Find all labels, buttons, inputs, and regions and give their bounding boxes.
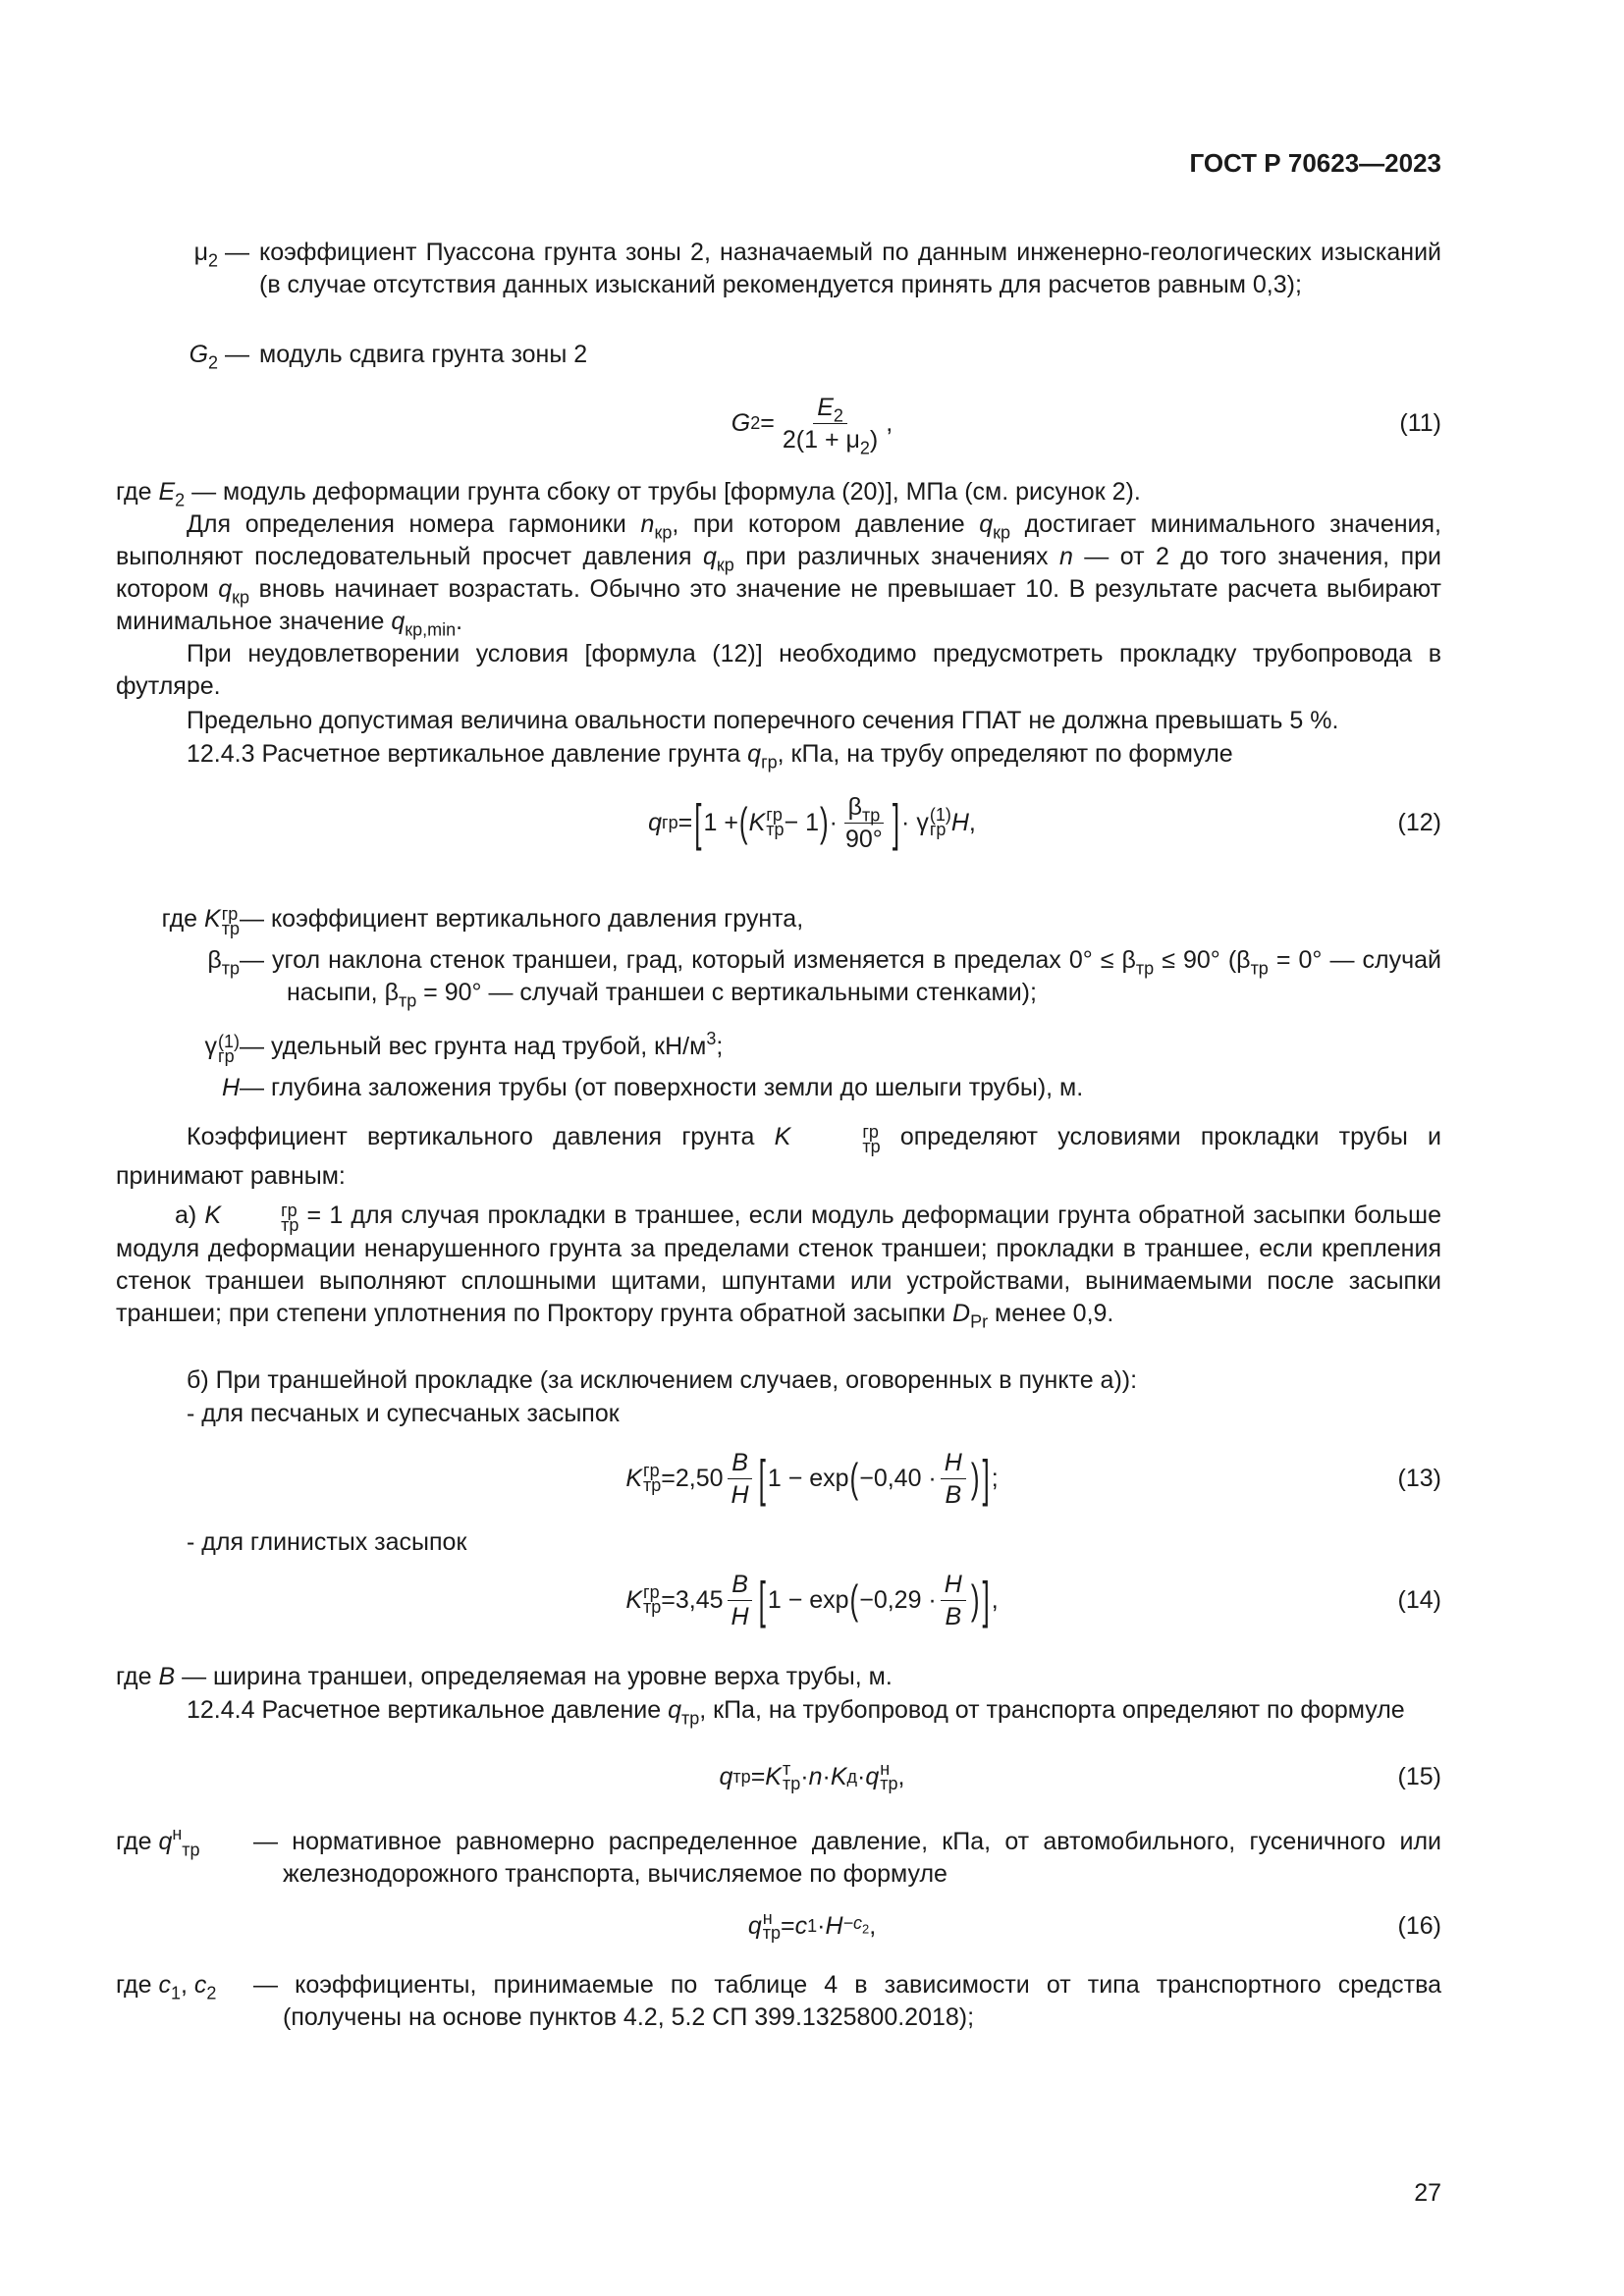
paren: ) <box>970 1454 980 1502</box>
equation-number: (14) <box>1397 1585 1441 1614</box>
formula: q гр = [ 1 + ( K гр тр − 1 ) · $\frac{\beta_{тр}}{90^\circ}$ ] · γ (1) гр H , <box>0 785 1624 860</box>
def-gamma: γ (1) гр — удельный вес грунта над трубой, $кН/м^3$; <box>204 1029 724 1067</box>
paragraph-k-coef: Коэффициент вертикального давления грунта K гр тр определяют условиями прокладки трубы и принимают равным: <box>116 1121 1441 1190</box>
paren: ( <box>738 798 748 846</box>
equation-11 <box>0 388 1624 458</box>
doc-header: ГОСТ Р 70623—2023 <box>1189 148 1441 178</box>
fraction: $\frac{H}{B}$ <box>941 1571 966 1630</box>
page-number: 27 <box>1414 2179 1441 2207</box>
fraction: $\frac{E_2}{2(1 + \mu_2)}$ <box>782 393 879 457</box>
equation-number: (11) <box>1399 408 1441 437</box>
paren: ) <box>820 798 829 846</box>
def-desc: коэффициент Пуассона грунта зоны 2, назначаемый по данным инженерно-геологических изысканий (в случае отсутствия данных изысканий рекомендуется принять для расчетов равным 0,3); <box>259 239 1441 298</box>
paren: ( <box>849 1575 859 1624</box>
fraction: $\frac{B}{H}$ <box>728 1449 753 1509</box>
paragraph-12-4-4: 12.4.4 Расчетное вертикальное давление $q_{тр}$, кПа, на трубопровод от транспорта определяют по формуле <box>187 1696 1405 1729</box>
equation-number: (13) <box>1397 1464 1441 1492</box>
formula: G 2 = $\frac{E_2}{2(1 + \mu_2)}$ , <box>731 393 893 457</box>
item-b: б) При траншейной прокладке (за исключением случаев, оговоренных в пункте а)): <box>187 1366 1138 1394</box>
item-a: а) K гр тр = 1 для случая прокладки в траншее, если модуль деформации грунта обратной засыпки больше модуля деформации ненарушенного грунта за пределами стенок траншеи; прокладки в траншее, если крепления стенок траншеи выполняют сплошными щитами, шпунтами или устройствами, вынимаемыми после засыпки траншеи; при степени уплотнения по Проктору грунта обратной засыпки $D_{Pr}$ менее 0,9. <box>116 1200 1441 1332</box>
equation-15 <box>0 1757 1624 1796</box>
bracket: [ <box>758 1448 766 1507</box>
def-c1-c2: где $c_1$, $c_2$ — коэффициенты, принимаемые по таблице 4 в зависимости от типа транспортного средства (получены на основе пунктов 4.2, 5.2 СП 399.1325800.2018); <box>116 1971 1442 2031</box>
paren: ( <box>849 1454 859 1502</box>
where-e2: где $E_2$ — модуль деформации грунта сбоку от трубы [формула (20)], МПа (см. рисунок 2). <box>116 478 1141 510</box>
def-q-norm: где $q^н_{тр}$ — нормативное равномерно распределенное давление, кПа, от автомобильного, гусеничного или железнодорожного транспорта, вычисляемое по формуле <box>116 1824 1441 1888</box>
formula: q тр = K т тр · n · K д · q н тр , <box>719 1758 905 1793</box>
item-sand: - для песчаных и супесчаных засыпок <box>187 1400 620 1427</box>
equation-number: (12) <box>1397 808 1441 836</box>
paragraph-ovality: Предельно допустимая величина овальности поперечного сечения ГПАТ не должна превышать 5 %. <box>187 707 1339 734</box>
fraction: $\frac{\beta_{тр}}{90^\circ}$ <box>845 792 883 853</box>
def-mu2 <box>167 237 1441 301</box>
equation-16 <box>0 1904 1624 1948</box>
equation-number: (16) <box>1397 1911 1441 1940</box>
def-desc: модуль сдвига грунта зоны 2 <box>259 341 588 368</box>
bracket: ] <box>982 1570 990 1629</box>
formula: q н тр = c 1 · H $-c_2$ , <box>747 1907 877 1943</box>
item-clay: - для глинистых засыпок <box>187 1528 467 1556</box>
equation-number: (15) <box>1397 1762 1441 1790</box>
def-h: H — глубина заложения трубы (от поверхности земли до шелыги трубы), м. <box>221 1074 1084 1101</box>
bracket: [ <box>758 1570 766 1629</box>
equation-12 <box>0 785 1624 860</box>
paragraph-harmonic: Для определения номера гармоники $n_{кр}$, при котором давление $q_{кр}$ достигает минимального значения, выполняют последовательный просчет давления $q_{кр}$ при различных значениях n — от 2 до того значения, при котором $q_{кр}$ вновь начинает возрастать. Обычно это значение не превышает 10. В результате расчета выбирают минимальное значение $q_{кр,min}$. <box>116 510 1441 640</box>
def-beta: $\beta_{тр}$ — угол наклона стенок траншеи, град, который изменяется в пределах $0^\circ \le \beta_{тр} \le 90^\circ$ ($\beta_{тр} = 0^\circ$ — случай насыпи, $\beta_{тр} = 90^\circ$ — случай траншеи с вертикальными стенками); <box>207 946 1441 1011</box>
equation-13 <box>0 1441 1624 1516</box>
def-term: $\mu_2$ — <box>193 239 249 271</box>
def-k: где K гр тр — коэффициент вертикального давления грунта, <box>161 903 804 939</box>
def-g2 <box>167 339 1441 371</box>
bracket: ] <box>982 1448 990 1507</box>
where-b: где B — ширина траншеи, определяемая на уровне верха трубы, м. <box>116 1663 893 1690</box>
paragraph-case: При неудовлетворении условия [формула (12)] необходимо предусмотреть прокладку трубопровода в футляре. <box>116 640 1441 700</box>
paragraph-12-4-3: 12.4.3 Расчетное вертикальное давление грунта $q_{гр}$, кПа, на трубу определяют по формуле <box>187 740 1233 773</box>
fraction: $\frac{B}{H}$ <box>728 1571 753 1630</box>
bracket: ] <box>892 792 900 851</box>
formula: K гр тр = 2,50 $\frac{B}{H}$ [ 1 − exp ( −0,40 · $\frac{H}{B}$ ) ] ; <box>0 1441 1624 1516</box>
bracket: [ <box>694 792 702 851</box>
fraction: $\frac{H}{B}$ <box>941 1449 966 1509</box>
paren: ) <box>970 1575 980 1624</box>
def-term: $G_2$ — <box>189 341 249 373</box>
formula: K гр тр = 3,45 $\frac{B}{H}$ [ 1 − exp ( −0,29 · $\frac{H}{B}$ ) ] , <box>0 1563 1624 1637</box>
equation-14 <box>0 1563 1624 1637</box>
